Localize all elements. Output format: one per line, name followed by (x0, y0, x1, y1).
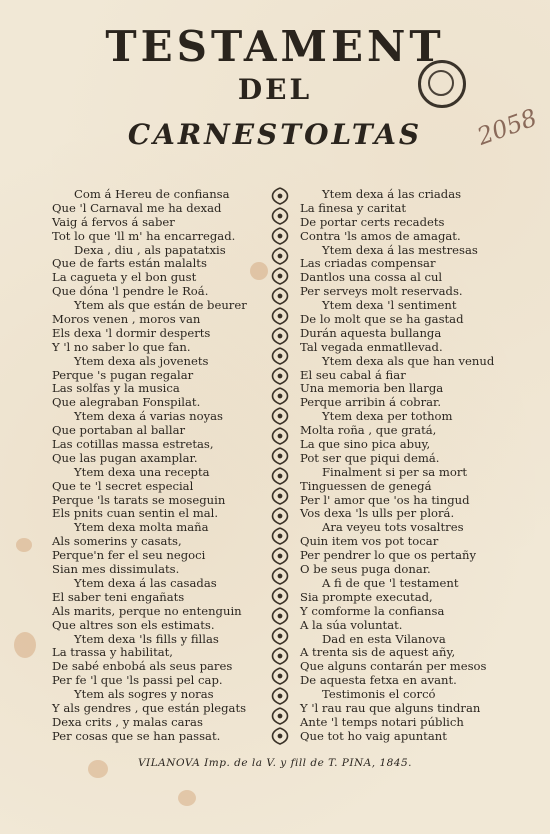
verse-line: Perque 'ls tarats se moseguin (52, 492, 226, 507)
verse-line: Las cotillas massa estretas, (52, 437, 214, 452)
verse-line: Ytem als que están de beurer (74, 298, 247, 313)
ornament-dot (278, 434, 281, 437)
ornament-dot (278, 734, 281, 737)
verse-line: Contra 'ls amos de amagat. (300, 228, 461, 243)
ornament-dot (278, 494, 281, 497)
verse-line: Dexa , diu , als papatatxis (74, 242, 226, 257)
imprint-footer: VILANOVA Imp. de la V. y fill de T. PINA, 1845. (137, 757, 413, 769)
left-verse-column (52, 188, 292, 744)
verse-line: La que sino pica abuy, (300, 437, 431, 452)
seal-stamp-icon (418, 60, 466, 108)
ornament-dot (278, 714, 281, 717)
paper-stain (16, 538, 32, 552)
verse-line: Tot lo que 'll m' ha encarregad. (52, 228, 236, 243)
verse-line: Finalment si per sa mort (322, 464, 468, 479)
verse-line: El saber teni engañats (52, 589, 185, 604)
ornament-dot (278, 234, 281, 237)
verse-line: De aquesta fetxa en avant. (300, 673, 457, 688)
ornament-dot (278, 474, 281, 477)
verse-line: Que te 'l secret especial (52, 478, 194, 493)
verse-line: Que tot ho vaig apuntant (300, 728, 447, 743)
paper-stain (178, 790, 196, 806)
verse-line: Y als gendres , que están plegats (52, 700, 247, 715)
verse-line: Tinguessen de genegá (300, 478, 432, 493)
verse-line: Una memoria ben llarga (300, 381, 444, 396)
verse-line: A trenta sis de aquest añy, (300, 645, 456, 660)
ornament-dot (278, 594, 281, 597)
verse-line: Sian mes dissimulats. (52, 562, 180, 577)
ornament-dot (278, 514, 281, 517)
verse-line: Ytem dexa una recepta (74, 464, 210, 479)
handwritten-note: 2058 (473, 103, 541, 151)
verse-line: Que las pugan axamplar. (52, 450, 198, 465)
verse-line: De portar certs recadets (300, 214, 445, 229)
verse-line: Ante 'l temps notari públich (300, 714, 464, 729)
ornament-dot (278, 574, 281, 577)
verse-line: Que 'l Carnaval me ha dexad (52, 200, 222, 215)
verse-line: Ytem dexa als que han venud (322, 353, 495, 368)
verse-line: Per serveys molt reservads. (300, 284, 463, 299)
verse-line: Ara veyeu tots vosaltres (322, 520, 464, 535)
verse-line: Que altres son els estimats. (52, 617, 215, 632)
verse-line: Perque'n fer el seu negoci (52, 548, 206, 563)
ornament-dot (278, 634, 281, 637)
verse-line: Als somerins y casats, (52, 534, 182, 549)
verse-line: Ytem dexa á las casadas (74, 575, 217, 590)
verse-line: Els pnits cuan sentin el mal. (52, 506, 219, 521)
verse-line: Testimonis el corcó (322, 687, 436, 702)
verse-line: Quin item vos pot tocar (300, 534, 439, 549)
verse-line: O be seus puga donar. (300, 562, 431, 577)
verse-line: El seu cabal á fiar (300, 367, 406, 382)
ornament-dot (278, 694, 281, 697)
verse-line: Sia prompte executad, (300, 589, 433, 604)
verse-line: Com á Hereu de confiansa (74, 187, 230, 201)
right-verse-column (300, 188, 540, 744)
verse-line: Que dóna 'l pendre le Roá. (52, 284, 209, 299)
ornament-dot (278, 354, 281, 357)
verse-line: De sabé enbobá als seus pares (52, 659, 233, 674)
ornament-dot (278, 314, 281, 317)
verse-line: Y 'l no saber lo que fan. (52, 339, 191, 354)
title-testament: TESTAMENT (105, 22, 445, 71)
verse-line: Vaig á fervos á saber (52, 214, 175, 229)
ornament-dot (278, 294, 281, 297)
verse-line: Dexa crits , y malas caras (52, 714, 203, 729)
verse-line: Que alguns contarán per mesos (300, 659, 487, 674)
verse-line: La finesa y caritat (300, 200, 407, 215)
verse-line: La trassa y habilitat, (52, 645, 173, 660)
verse-line: Ytem dexa molta maña (74, 520, 209, 535)
paper-stain (14, 632, 36, 658)
verse-line: De lo molt que se ha gastad (300, 312, 464, 327)
verse-line: Per l' amor que 'os ha tingud (300, 492, 470, 507)
verse-line: Ytem dexa als jovenets (74, 353, 209, 368)
verse-line: Las solfas y la musica (52, 381, 180, 396)
verse-line: Per cosas que se han passat. (52, 728, 221, 743)
verse-line: Que portaban al ballar (52, 423, 186, 438)
verse-line: Pot ser que piqui demá. (300, 450, 440, 465)
verse-line: Y 'l rau rau que alguns tindran (300, 700, 481, 715)
verse-line: A fi de que 'l testament (322, 575, 459, 590)
ornament-dot (278, 394, 281, 397)
ornament-dot (278, 334, 281, 337)
verse-line: Tal vegada enmatllevad. (300, 339, 443, 354)
verse-line: Que alegraban Fonspilat. (52, 395, 201, 410)
title-del: DEL (237, 73, 313, 106)
verse-line: Vos dexa 'ls ulls per plorá. (300, 506, 455, 521)
ornament-dot (278, 534, 281, 537)
verse-line: Durán aquesta bullanga (300, 325, 442, 340)
verse-line: Ytem dexa á las criadas (322, 187, 462, 201)
ornament-dot (278, 654, 281, 657)
verse-line: Dantlos una cossa al cul (300, 270, 443, 285)
verse-line: Ytem dexa 'l sentiment (322, 298, 457, 313)
verse-line: Perque 's pugan regalar (52, 367, 194, 382)
verse-line: Per fe 'l que 'ls passi pel cap. (52, 673, 223, 688)
ornamental-divider-icon (266, 182, 294, 752)
verse-line: Molta roña , que gratá, (300, 423, 437, 438)
title-carnestoltas: CARNESTOLTAS (127, 118, 423, 151)
verse-line: Per pendrer lo que os pertañy (300, 548, 477, 563)
verse-line: Els dexa 'l dormir desperts (52, 325, 211, 340)
verse-line: Ytem dexa á las mestresas (322, 242, 478, 257)
ornament-dot (278, 254, 281, 257)
verse-line: Ytem dexa per tothom (322, 409, 453, 424)
verse-line: Ytem dexa 'ls fills y fillas (74, 631, 219, 646)
ornament-dot (278, 274, 281, 277)
verse-line: La cagueta y el bon gust (52, 270, 197, 285)
verse-line: Als marits, perque no entenguin (52, 603, 242, 618)
ornament-dot (278, 674, 281, 677)
verse-line: Perque arribin á cobrar. (300, 395, 442, 410)
ornament-dot (278, 414, 281, 417)
verse-line: Moros venen , moros van (52, 312, 201, 327)
verse-line: Las criadas compensar (300, 256, 436, 271)
verse-line: Y comforme la confiansa (300, 603, 445, 618)
ornament-dot (278, 214, 281, 217)
ornament-dot (278, 454, 281, 457)
ornament-dot (278, 554, 281, 557)
verse-line: Dad en esta Vilanova (322, 631, 446, 646)
ornament-dot (278, 194, 281, 197)
verse-line: Ytem als sogres y noras (74, 687, 214, 702)
verse-line: Que de farts están malalts (52, 256, 207, 271)
verse-line: A la súa voluntat. (300, 617, 403, 632)
ornament-dot (278, 374, 281, 377)
ornament-dot (278, 614, 281, 617)
verse-line: Ytem dexa á varias noyas (74, 409, 223, 424)
